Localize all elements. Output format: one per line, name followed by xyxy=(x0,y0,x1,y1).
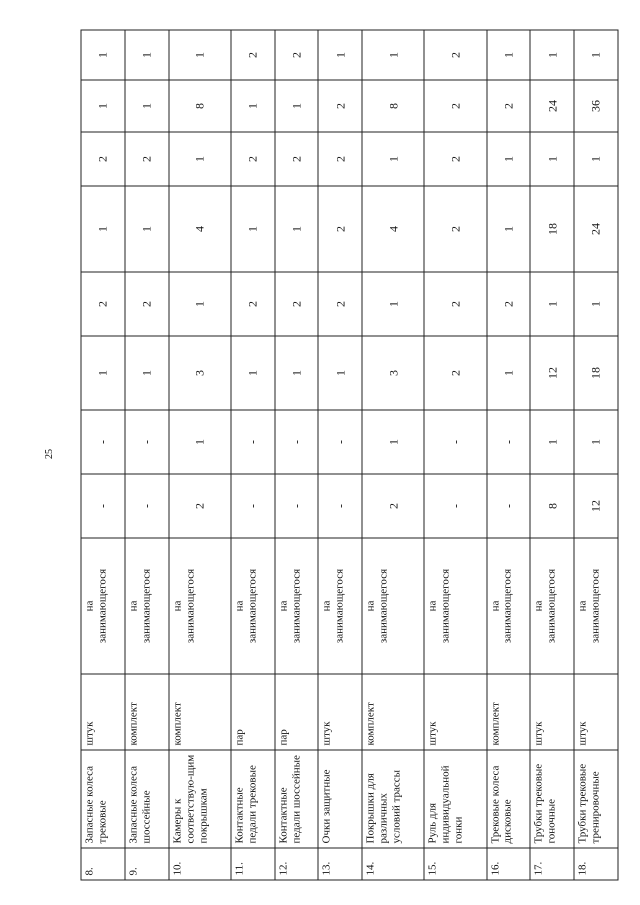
quantity-cell-c8: 1 xyxy=(487,30,531,80)
quantity-cell-c6: 2 xyxy=(231,132,275,186)
calculation-basis-text: на xyxy=(426,600,439,612)
quantity-cell-c6: 2 xyxy=(424,132,486,186)
quantity-cell-c8: 2 xyxy=(231,30,275,80)
item-name-cell: Контактные педали шоссейные xyxy=(275,750,319,848)
quantity-cell-c6: 2 xyxy=(318,132,362,186)
calculation-basis-cell xyxy=(487,538,531,674)
quantity-cell-c4: 2 xyxy=(81,272,125,336)
quantity-cell-c5: 1 xyxy=(231,186,275,272)
quantity-cell-c3: 3 xyxy=(362,336,424,410)
calculation-basis-text: занимающегося xyxy=(184,568,197,644)
quantity-cell-c6: 1 xyxy=(169,132,231,186)
table-row xyxy=(362,30,424,880)
quantity-cell-c1: 12 xyxy=(574,474,618,538)
table-row xyxy=(574,30,618,880)
quantity-cell-c8: 1 xyxy=(318,30,362,80)
calculation-basis-text: занимающегося xyxy=(501,568,514,644)
table-row xyxy=(487,30,531,880)
quantity-cell-c2: - xyxy=(81,410,125,474)
row-number-cell: 9. xyxy=(125,848,169,880)
page-number: 25 xyxy=(44,449,55,459)
quantity-cell-c3: 1 xyxy=(81,336,125,410)
calculation-basis-text: на xyxy=(233,600,246,612)
equipment-table xyxy=(81,30,619,881)
quantity-cell-c3: 18 xyxy=(574,336,618,410)
quantity-cell-c2: - xyxy=(231,410,275,474)
calculation-basis-text: занимающегося xyxy=(589,568,602,644)
quantity-cell-c4: 2 xyxy=(487,272,531,336)
quantity-cell-c1: 2 xyxy=(169,474,231,538)
quantity-cell-c3: 2 xyxy=(424,336,486,410)
quantity-cell-c5: 1 xyxy=(487,186,531,272)
unit-cell: штук xyxy=(424,674,486,750)
quantity-cell-c8: 1 xyxy=(169,30,231,80)
unit-cell: пар xyxy=(231,674,275,750)
calculation-basis-cell xyxy=(318,538,362,674)
quantity-cell-c1: - xyxy=(231,474,275,538)
item-name-cell: Запасные колеса трековые xyxy=(81,750,125,848)
quantity-cell-c7: 2 xyxy=(487,80,531,132)
quantity-cell-c7: 8 xyxy=(362,80,424,132)
item-name-cell: Контактные педали трековые xyxy=(231,750,275,848)
item-name-cell: Трубки трековые гоночные xyxy=(530,750,574,848)
table-row xyxy=(424,30,486,880)
item-name-cell: Очки защитные xyxy=(318,750,362,848)
calculation-basis-text: занимающегося xyxy=(96,568,109,644)
quantity-cell-c5: 18 xyxy=(530,186,574,272)
row-number-cell: 8. xyxy=(81,848,125,880)
calculation-basis-text: на xyxy=(320,600,333,612)
quantity-cell-c5: 2 xyxy=(424,186,486,272)
calculation-basis-text: занимающегося xyxy=(290,568,303,644)
calculation-basis-cell xyxy=(125,538,169,674)
quantity-cell-c6: 1 xyxy=(362,132,424,186)
quantity-cell-c8: 1 xyxy=(362,30,424,80)
item-name-cell: Трековые колеса дисковые xyxy=(487,750,531,848)
quantity-cell-c7: 1 xyxy=(125,80,169,132)
calculation-basis-cell xyxy=(275,538,319,674)
calculation-basis-text: на xyxy=(83,600,96,612)
calculation-basis-cell xyxy=(424,538,486,674)
quantity-cell-c1: 8 xyxy=(530,474,574,538)
quantity-cell-c2: - xyxy=(424,410,486,474)
quantity-cell-c5: 4 xyxy=(362,186,424,272)
quantity-cell-c5: 2 xyxy=(318,186,362,272)
unit-cell: штук xyxy=(574,674,618,750)
quantity-cell-c5: 1 xyxy=(125,186,169,272)
quantity-cell-c3: 12 xyxy=(530,336,574,410)
quantity-cell-c8: 1 xyxy=(125,30,169,80)
row-number-cell: 17. xyxy=(530,848,574,880)
quantity-cell-c2: 1 xyxy=(530,410,574,474)
quantity-cell-c7: 24 xyxy=(530,80,574,132)
quantity-cell-c1: - xyxy=(318,474,362,538)
row-number-cell: 10. xyxy=(169,848,231,880)
quantity-cell-c4: 1 xyxy=(169,272,231,336)
calculation-basis-text: на xyxy=(532,600,545,612)
calculation-basis-text: занимающегося xyxy=(333,568,346,644)
quantity-cell-c4: 2 xyxy=(125,272,169,336)
table-row xyxy=(169,30,231,880)
quantity-cell-c7: 2 xyxy=(424,80,486,132)
quantity-cell-c6: 1 xyxy=(574,132,618,186)
calculation-basis-text: на xyxy=(171,600,184,612)
quantity-cell-c3: 1 xyxy=(275,336,319,410)
calculation-basis-text: на xyxy=(127,600,140,612)
calculation-basis-text: занимающегося xyxy=(545,568,558,644)
quantity-cell-c7: 8 xyxy=(169,80,231,132)
quantity-cell-c2: 1 xyxy=(362,410,424,474)
quantity-cell-c1: - xyxy=(487,474,531,538)
row-number-cell: 14. xyxy=(362,848,424,880)
quantity-cell-c1: - xyxy=(125,474,169,538)
quantity-cell-c8: 2 xyxy=(424,30,486,80)
unit-cell: штук xyxy=(318,674,362,750)
quantity-cell-c2: - xyxy=(318,410,362,474)
quantity-cell-c4: 2 xyxy=(318,272,362,336)
quantity-cell-c7: 1 xyxy=(275,80,319,132)
quantity-cell-c8: 1 xyxy=(81,30,125,80)
item-name-cell: Трубки трековые тренировочные xyxy=(574,750,618,848)
quantity-cell-c5: 1 xyxy=(81,186,125,272)
quantity-cell-c6: 1 xyxy=(487,132,531,186)
item-name-cell: Запасные колеса шоссейные xyxy=(125,750,169,848)
calculation-basis-text: на xyxy=(364,600,377,612)
quantity-cell-c8: 2 xyxy=(275,30,319,80)
table-row xyxy=(231,30,275,880)
table-row xyxy=(125,30,169,880)
calculation-basis-text: занимающегося xyxy=(439,568,452,644)
unit-cell: пар xyxy=(275,674,319,750)
quantity-cell-c4: 2 xyxy=(275,272,319,336)
quantity-cell-c1: - xyxy=(424,474,486,538)
calculation-basis-cell xyxy=(362,538,424,674)
calculation-basis-text: занимающегося xyxy=(246,568,259,644)
row-number-cell: 12. xyxy=(275,848,319,880)
quantity-cell-c5: 1 xyxy=(275,186,319,272)
quantity-cell-c4: 2 xyxy=(231,272,275,336)
quantity-cell-c2: - xyxy=(275,410,319,474)
row-number-cell: 16. xyxy=(487,848,531,880)
row-number-cell: 15. xyxy=(424,848,486,880)
quantity-cell-c2: - xyxy=(487,410,531,474)
quantity-cell-c7: 1 xyxy=(81,80,125,132)
quantity-cell-c3: 1 xyxy=(231,336,275,410)
item-name-cell: Покрышки для различных условий трассы xyxy=(362,750,424,848)
quantity-cell-c4: 1 xyxy=(362,272,424,336)
row-number-cell: 11. xyxy=(231,848,275,880)
quantity-cell-c7: 2 xyxy=(318,80,362,132)
unit-cell: штук xyxy=(530,674,574,750)
table-row xyxy=(81,30,125,880)
quantity-cell-c6: 2 xyxy=(275,132,319,186)
quantity-cell-c2: 1 xyxy=(169,410,231,474)
quantity-cell-c2: 1 xyxy=(574,410,618,474)
row-number-cell: 18. xyxy=(574,848,618,880)
calculation-basis-cell xyxy=(574,538,618,674)
calculation-basis-text: занимающегося xyxy=(140,568,153,644)
quantity-cell-c4: 1 xyxy=(574,272,618,336)
equipment-table-wrapper xyxy=(80,30,618,880)
quantity-cell-c1: - xyxy=(81,474,125,538)
quantity-cell-c5: 24 xyxy=(574,186,618,272)
quantity-cell-c3: 3 xyxy=(169,336,231,410)
unit-cell: комплект xyxy=(362,674,424,750)
calculation-basis-text: на xyxy=(489,600,501,612)
item-name-cell: Камеры к соответствую-щим покрышкам xyxy=(169,750,231,848)
quantity-cell-c7: 1 xyxy=(231,80,275,132)
calculation-basis-cell xyxy=(81,538,125,674)
calculation-basis-text: на xyxy=(277,600,290,612)
quantity-cell-c6: 2 xyxy=(125,132,169,186)
table-row xyxy=(275,30,319,880)
table-row xyxy=(530,30,574,880)
quantity-cell-c2: - xyxy=(125,410,169,474)
quantity-cell-c3: 1 xyxy=(487,336,531,410)
calculation-basis-cell xyxy=(530,538,574,674)
unit-cell: комплект xyxy=(169,674,231,750)
quantity-cell-c3: 1 xyxy=(318,336,362,410)
calculation-basis-cell xyxy=(231,538,275,674)
calculation-basis-cell xyxy=(169,538,231,674)
unit-cell: комплект xyxy=(487,674,531,750)
quantity-cell-c1: 2 xyxy=(362,474,424,538)
calculation-basis-text: занимающегося xyxy=(377,568,390,644)
quantity-cell-c4: 1 xyxy=(530,272,574,336)
unit-cell: комплект xyxy=(125,674,169,750)
item-name-cell: Руль для индивидуальной гонки xyxy=(424,750,486,848)
quantity-cell-c6: 2 xyxy=(81,132,125,186)
unit-cell: штук xyxy=(81,674,125,750)
quantity-cell-c8: 1 xyxy=(574,30,618,80)
quantity-cell-c3: 1 xyxy=(125,336,169,410)
calculation-basis-text: на xyxy=(576,600,589,612)
table-body xyxy=(81,30,618,880)
row-number-cell: 13. xyxy=(318,848,362,880)
quantity-cell-c4: 2 xyxy=(424,272,486,336)
table-row xyxy=(318,30,362,880)
quantity-cell-c6: 1 xyxy=(530,132,574,186)
quantity-cell-c1: - xyxy=(275,474,319,538)
quantity-cell-c5: 4 xyxy=(169,186,231,272)
quantity-cell-c8: 1 xyxy=(530,30,574,80)
quantity-cell-c7: 36 xyxy=(574,80,618,132)
